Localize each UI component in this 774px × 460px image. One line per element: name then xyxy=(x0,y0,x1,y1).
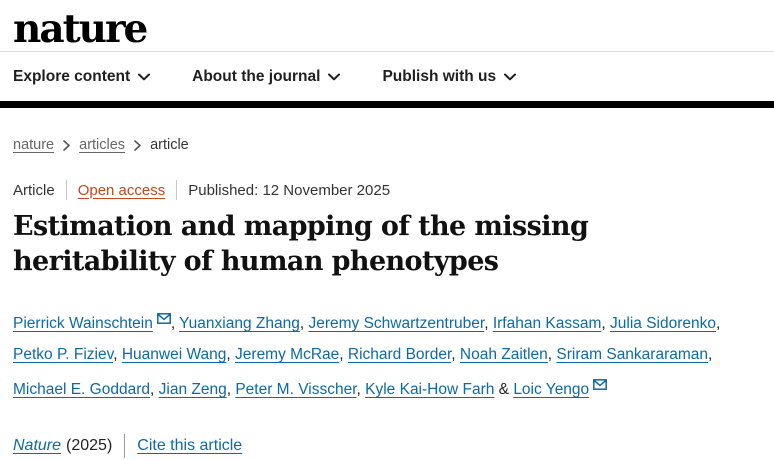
nature-logo[interactable]: nature xyxy=(13,5,147,52)
author-link[interactable]: Peter M. Visscher xyxy=(235,381,357,398)
author-link[interactable]: Loic Yengo xyxy=(513,381,590,398)
site-header xyxy=(0,0,774,52)
nav-item-about-the-journal[interactable] xyxy=(192,68,340,86)
nav-item-publish-with-us[interactable] xyxy=(382,68,516,86)
author-separator: , xyxy=(339,346,348,363)
author-separator: , xyxy=(708,346,713,363)
author-link[interactable]: Kyle Kai-How Farh xyxy=(365,381,495,398)
author-link[interactable]: Petko P. Fiziev xyxy=(13,346,114,363)
author-link[interactable]: Yuanxiang Zhang xyxy=(179,315,300,332)
author-link[interactable]: Sriram Sankararaman xyxy=(556,346,709,363)
article-meta-row xyxy=(0,180,774,200)
citation-divider xyxy=(124,434,125,458)
author-separator: , xyxy=(113,346,122,363)
author-separator: & xyxy=(494,381,514,398)
author-link[interactable]: Jian Zeng xyxy=(158,381,227,398)
author-link[interactable]: Julia Sidorenko xyxy=(610,315,716,332)
chevron-right-icon xyxy=(134,140,141,151)
journal-link[interactable]: Nature xyxy=(13,437,62,454)
envelope-icon[interactable] xyxy=(593,370,607,401)
envelope-icon[interactable] xyxy=(157,304,171,335)
author-separator: , xyxy=(226,346,236,363)
chevron-right-icon xyxy=(63,140,70,151)
author-link[interactable]: Irfahan Kassam xyxy=(492,315,602,332)
author-link[interactable]: Michael E. Goddard xyxy=(13,381,150,398)
author-separator: , xyxy=(150,381,159,398)
nav-item-label: Publish with us xyxy=(382,67,497,85)
article-title: Estimation and mapping of the missing heritability of human phenotypes xyxy=(13,211,589,277)
nav-item-label: Explore content xyxy=(13,67,131,85)
nav-item-explore-content[interactable] xyxy=(13,68,150,86)
author-link[interactable]: Richard Border xyxy=(347,346,452,363)
author-separator: , xyxy=(356,381,366,398)
article-type-label: Article xyxy=(13,181,55,199)
main-navigation xyxy=(0,52,774,101)
author-link[interactable]: Pierrick Wainschtein xyxy=(13,315,153,332)
author-separator: , xyxy=(299,315,309,332)
meta-divider xyxy=(66,180,67,200)
author-separator: , xyxy=(547,346,557,363)
author-separator: , xyxy=(601,315,611,332)
breadcrumb-link-articles[interactable]: articles xyxy=(79,137,126,153)
nav-item-label: About the journal xyxy=(192,67,321,85)
chevron-down-icon xyxy=(328,68,340,86)
open-access-link[interactable]: Open access xyxy=(77,181,166,199)
citation-row xyxy=(0,434,774,458)
author-separator: , xyxy=(170,315,180,332)
breadcrumb-link-nature[interactable]: nature xyxy=(13,137,55,153)
author-link[interactable]: Jeremy Schwartzentruber xyxy=(308,315,485,332)
cite-this-article-link[interactable]: Cite this article xyxy=(137,437,243,454)
author-link[interactable]: Jeremy McRae xyxy=(235,346,340,363)
chevron-down-icon xyxy=(504,68,516,86)
author-link[interactable]: Noah Zaitlen xyxy=(459,346,548,363)
author-separator: , xyxy=(451,346,460,363)
author-separator: , xyxy=(716,315,721,332)
author-separator: , xyxy=(484,315,493,332)
breadcrumb-current-article: article xyxy=(150,137,189,153)
citation-year-label: (2025) xyxy=(66,437,113,454)
author-list xyxy=(0,304,752,405)
author-separator: , xyxy=(226,381,236,398)
breadcrumb xyxy=(0,137,774,153)
chevron-down-icon xyxy=(138,68,150,86)
author-link[interactable]: Huanwei Wang xyxy=(121,346,227,363)
header-divider-bar xyxy=(0,101,774,108)
published-date-label: Published: 12 November 2025 xyxy=(188,181,391,199)
meta-divider xyxy=(176,180,177,200)
